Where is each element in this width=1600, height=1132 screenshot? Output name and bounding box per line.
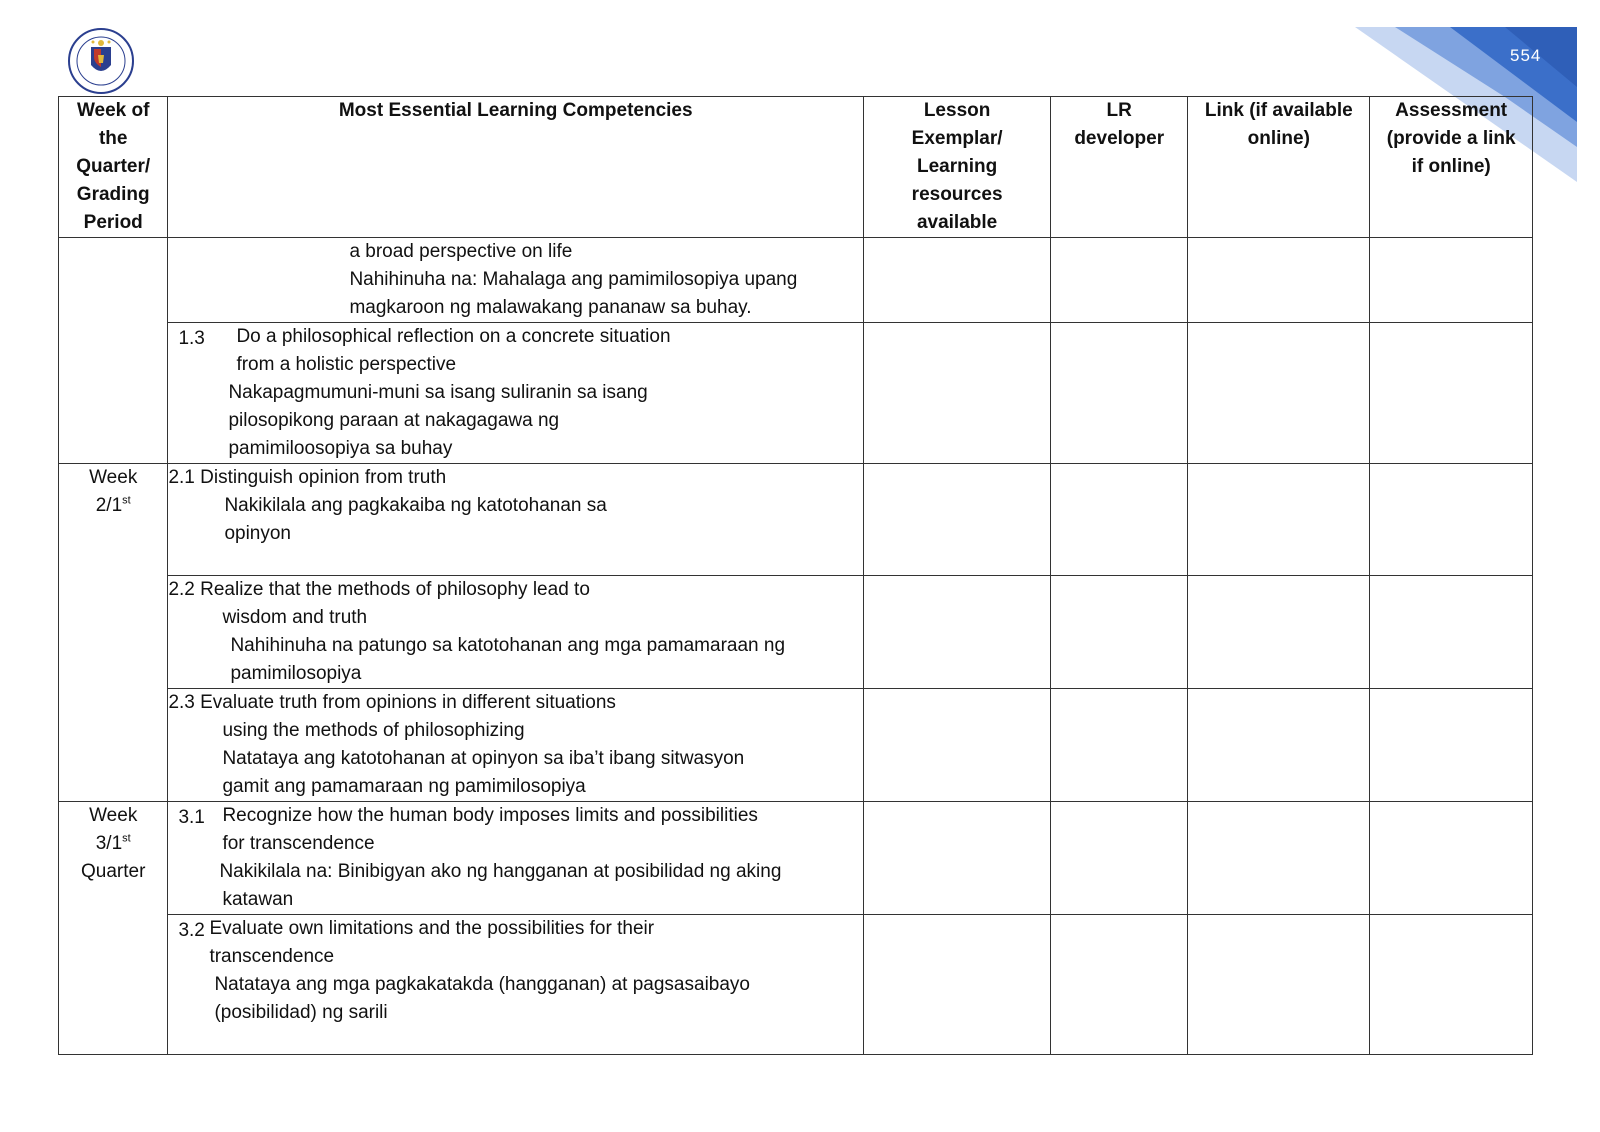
header-link [1188, 97, 1370, 238]
header-competencies-line: Most Essential Learning Competencies [338, 100, 693, 121]
lr-cell [1051, 323, 1188, 464]
week-number-text: 3/1 [95, 833, 123, 854]
competency-line: from a holistic perspective [236, 354, 457, 375]
header-lesson-line: Learning [916, 156, 998, 177]
competency-line: a broad perspective on life [349, 241, 573, 262]
competency-line: opinyon [224, 523, 291, 544]
header-lr-line: LR [1106, 100, 1132, 121]
link-cell [1188, 915, 1370, 1055]
link-cell [1188, 576, 1370, 689]
assessment-cell [1370, 238, 1533, 323]
lesson-cell [864, 464, 1051, 576]
assessment-cell [1370, 802, 1533, 915]
week-label: Week [89, 805, 138, 826]
lesson-cell [864, 323, 1051, 464]
header-assessment [1370, 97, 1533, 238]
competency-cell [168, 238, 864, 323]
lesson-cell [864, 576, 1051, 689]
link-cell [1188, 464, 1370, 576]
page-number: 554 [1510, 46, 1542, 65]
week-number-text: 2/1 [95, 495, 123, 516]
header-lr-developer [1051, 97, 1188, 238]
competency-line: pamimiloosopiya sa buhay [228, 438, 453, 459]
competency-line: pamimilosopiya [230, 663, 362, 684]
header-week [59, 97, 168, 238]
assessment-cell [1370, 323, 1533, 464]
assessment-cell [1370, 576, 1533, 689]
lesson-cell [864, 689, 1051, 802]
competency-line: 2.2 Realize that the methods of philosophy lead to [168, 579, 590, 600]
week-number [59, 830, 167, 858]
competency-line: for transcendence [222, 833, 375, 854]
header-lesson-line: Exemplar/ [911, 128, 1003, 149]
assessment-cell [1370, 689, 1533, 802]
lr-cell [1051, 464, 1188, 576]
header-lr-line: developer [1074, 128, 1165, 149]
competency-number: 3.1 [178, 807, 205, 828]
competency-cell [168, 464, 864, 576]
header-assessment-line: (provide a link [1386, 128, 1516, 149]
competency-line: pilosopikong paraan at nakagagawa ng [228, 410, 560, 431]
competency-cell [168, 323, 864, 464]
header-assessment-line: Assessment [1395, 100, 1508, 121]
competency-line: using the methods of philosophizing [222, 720, 525, 741]
header-link-line: Link (if available [1204, 100, 1353, 121]
header-week-line: Quarter/ [76, 156, 151, 177]
week-cell-empty [59, 238, 168, 464]
assessment-cell [1370, 464, 1533, 576]
competency-line: Nahihinuha na: Mahalaga ang pamimilosopiya upang [349, 269, 798, 290]
competency-cell [168, 915, 864, 1055]
lr-cell [1051, 238, 1188, 323]
lr-cell [1051, 915, 1188, 1055]
header-lesson-line: Lesson [923, 100, 991, 121]
table-row [59, 323, 1533, 464]
header-week-line: Week of [76, 100, 150, 121]
table-row [59, 915, 1533, 1055]
week-number [59, 492, 167, 520]
competency-line: magkaroon ng malawakang pananaw sa buhay. [349, 297, 752, 318]
competency-line: Recognize how the human body imposes limits and possibilities [222, 805, 758, 826]
competency-line: (posibilidad) ng sarili [214, 1002, 388, 1023]
lesson-cell [864, 915, 1051, 1055]
competency-line: 2.3 Evaluate truth from opinions in different situations [168, 692, 616, 713]
competency-line: Nakapagmumuni-muni sa isang suliranin sa isang [228, 382, 648, 403]
lr-cell [1051, 802, 1188, 915]
competency-line: Nahihinuha na patungo sa katotohanan ang mga pamamaraan ng [230, 635, 786, 656]
competency-line: Evaluate own limitations and the possibilities for their [209, 918, 655, 939]
header-competencies [168, 97, 864, 238]
header-week-line: Period [83, 212, 143, 233]
week-number-suffix: st [122, 832, 131, 845]
week-number-suffix: st [122, 494, 131, 507]
competency-line: katawan [222, 889, 294, 910]
table-row [59, 802, 1533, 915]
header-week-line: Grading [76, 184, 150, 205]
competency-line: wisdom and truth [222, 607, 368, 628]
week-quarter: Quarter [81, 861, 146, 882]
week-cell [59, 802, 168, 1055]
table-row [59, 689, 1533, 802]
header-lesson-line: resources [911, 184, 1003, 205]
link-cell [1188, 238, 1370, 323]
competency-cell [168, 802, 864, 915]
competency-line: transcendence [209, 946, 335, 967]
competency-number: 1.3 [178, 328, 205, 349]
header-lesson [864, 97, 1051, 238]
link-cell [1188, 323, 1370, 464]
competency-cell [168, 689, 864, 802]
week-label: Week [89, 467, 138, 488]
table-header-row [59, 97, 1533, 238]
lr-cell [1051, 689, 1188, 802]
lesson-cell [864, 802, 1051, 915]
competency-line: Nakikilala na: Binibigyan ako ng hangganan at posibilidad ng aking [219, 861, 782, 882]
lr-cell [1051, 576, 1188, 689]
competency-line: Nakikilala ang pagkakaiba ng katotohanan sa [224, 495, 607, 516]
link-cell [1188, 689, 1370, 802]
melc-table [58, 96, 1533, 1055]
deped-seal-logo [67, 27, 135, 95]
header-lesson-line: available [916, 212, 998, 233]
assessment-cell [1370, 915, 1533, 1055]
competency-line: Do a philosophical reflection on a concrete situation [236, 326, 671, 347]
link-cell [1188, 802, 1370, 915]
header-week-line: the [98, 128, 128, 149]
competency-number: 3.2 [178, 920, 205, 941]
competency-line: Natataya ang katotohanan at opinyon sa iba’t ibang sitwasyon [222, 748, 745, 769]
competency-cell [168, 576, 864, 689]
week-cell [59, 464, 168, 802]
table-row [59, 238, 1533, 323]
competency-line: gamit ang pamamaraan ng pamimilosopiya [222, 776, 586, 797]
table-row [59, 576, 1533, 689]
competency-line: Natataya ang mga pagkakatakda (hangganan) at pagsasaibayo [214, 974, 750, 995]
lesson-cell [864, 238, 1051, 323]
table-row [59, 464, 1533, 576]
header-link-line: online) [1247, 128, 1310, 149]
competency-line: 2.1 Distinguish opinion from truth [168, 467, 447, 488]
header-assessment-line: if online) [1411, 156, 1491, 177]
